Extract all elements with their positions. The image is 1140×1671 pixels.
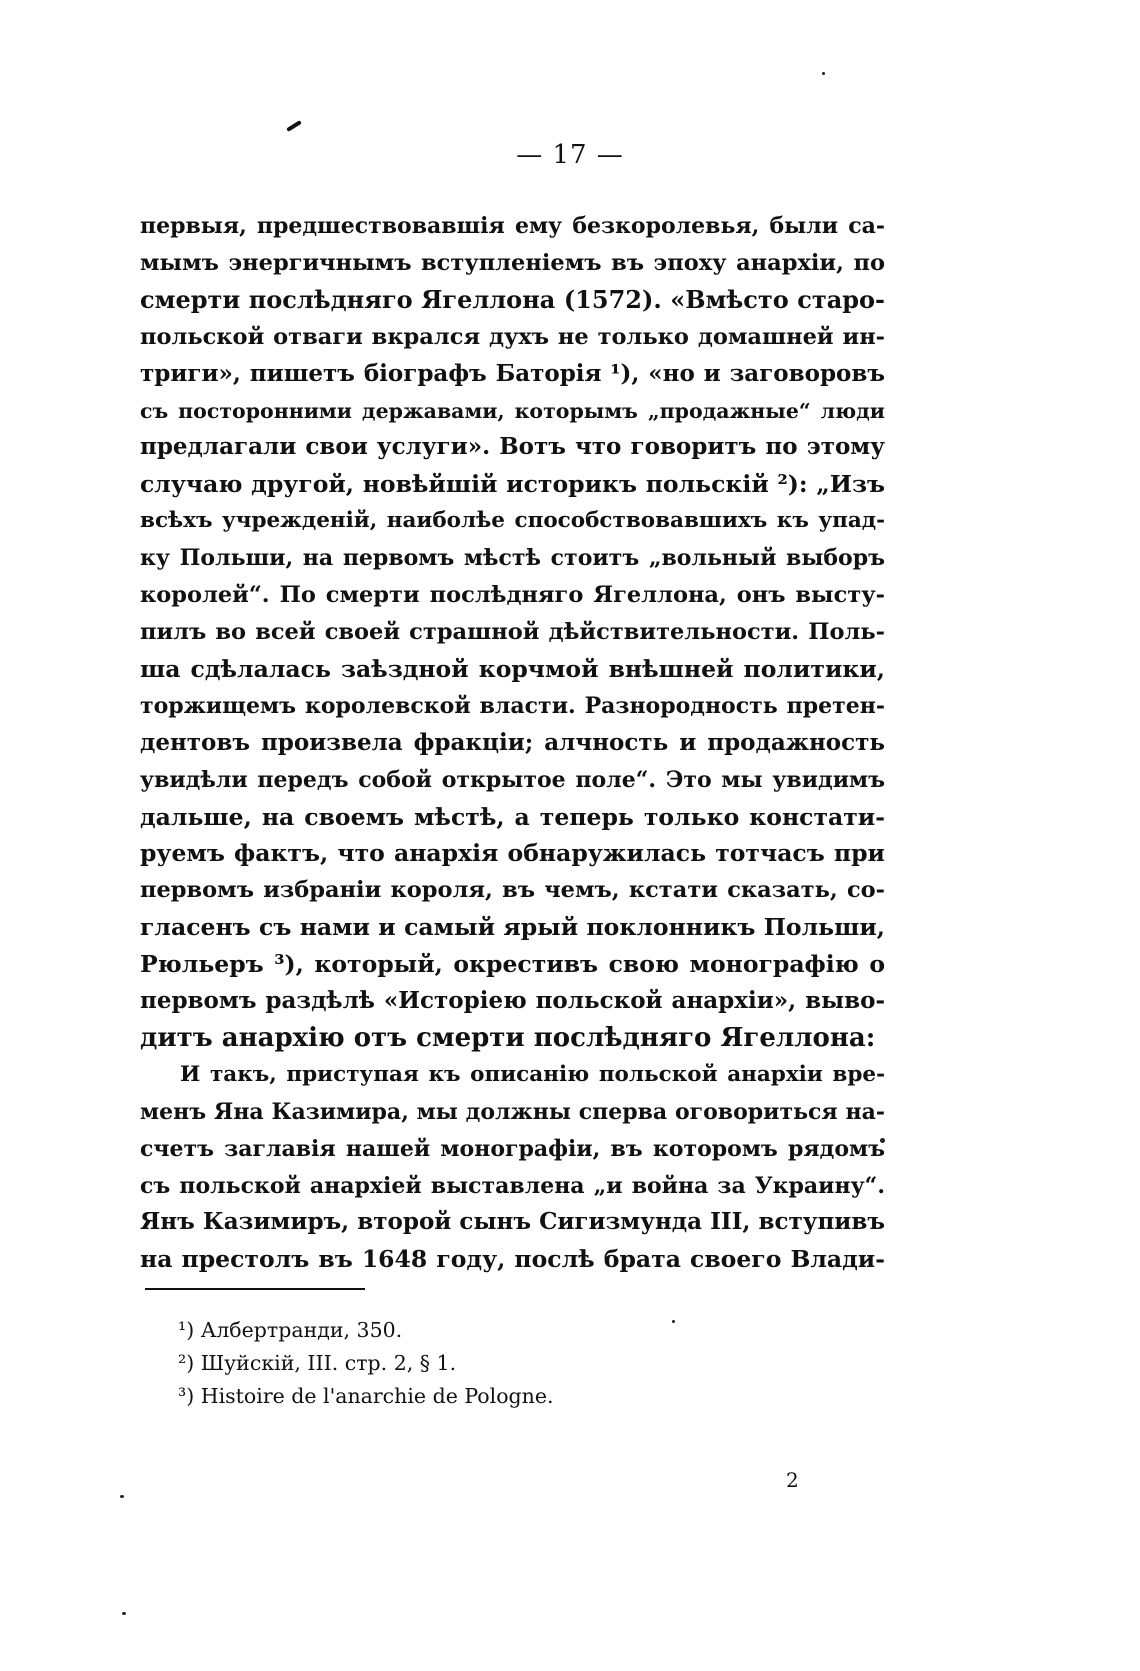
text-line: съ польской анархіей выставлена „и война за Украину“.	[140, 1172, 885, 1199]
text-line: смерти послѣдняго Ягеллона (1572). «Вмѣсто старо-	[140, 284, 885, 314]
text-line: дитъ анархію отъ смерти послѣдняго Ягеллона:	[140, 1022, 876, 1053]
text-line: случаю другой, новѣйшій историкъ польскій ²): „Изъ	[140, 470, 885, 499]
text-line: дальше, на своемъ мѣстѣ, а теперь только констати-	[140, 802, 885, 831]
text-line: менъ Яна Казимира, мы должны сперва оговориться на-	[140, 1098, 885, 1125]
text-line: увидѣли передъ собой открытое поле“. Это мы увидимъ	[140, 766, 885, 793]
text-line: ку Польши, на первомъ мѣстѣ стоитъ „вольный выборъ	[140, 545, 885, 572]
speck	[120, 1495, 124, 1498]
text-line: счетъ заглавія нашей монографіи, въ которомъ рядомъ	[140, 1135, 885, 1162]
footnote: ³) Histoire de l'anarchie de Pologne.	[178, 1384, 554, 1408]
text-line: первомъ избраніи короля, въ чемъ, кстати сказать, со-	[140, 877, 885, 904]
text-line: торжищемъ королевской власти. Разнородность претен-	[140, 692, 885, 719]
text-line: Янъ Казимиръ, второй сынъ Сигизмунда III, вступивъ	[140, 1208, 885, 1236]
text-line: первомъ раздѣлѣ «Исторіею польской анархіи», выво-	[140, 987, 885, 1015]
text-line: всѣхъ учрежденій, наиболѣе способствовавшихъ къ упад-	[140, 508, 885, 534]
body-text	[140, 208, 885, 1278]
text-line: королей“. По смерти послѣдняго Ягеллона, онъ высту-	[140, 582, 885, 609]
footnote-divider	[145, 1288, 365, 1290]
ink-mark	[286, 120, 302, 132]
text-line: польской отваги вкрался духъ не только домашней ин-	[140, 323, 885, 350]
text-line: предлагали свои услуги». Вотъ что говоритъ по этому	[140, 433, 885, 461]
page-number: — 17 —	[516, 140, 624, 170]
footnotes	[178, 1314, 554, 1413]
text-line: съ посторонними державами, которымъ „продажные“ люди	[140, 398, 885, 423]
speck	[672, 1320, 675, 1323]
speck	[822, 72, 825, 75]
text-line: ша сдѣлалась заѣздной корчмой внѣшней политики,	[140, 654, 885, 683]
speck	[122, 1612, 126, 1615]
text-line: первыя, предшествовавшія ему безкоролевья, были са-	[140, 213, 885, 239]
text-line: мымъ энергичнымъ вступленіемъ въ эпоху анархіи, по	[140, 249, 885, 276]
text-line: пилъ во всей своей страшной дѣйствительности. Поль-	[140, 618, 885, 645]
text-line: гласенъ съ нами и самый ярый поклонникъ Польши,	[140, 913, 885, 942]
footnote: ¹) Албертранди, 350.	[178, 1318, 403, 1342]
text-line: дентовъ произвела фракціи; алчность и продажность	[140, 728, 885, 756]
text-line: триги», пишетъ біографъ Баторія ¹), «но и заговоровъ	[140, 359, 885, 387]
text-line: руемъ фактъ, что анархія обнаружилась тотчасъ при	[140, 839, 885, 868]
footnote: ²) Шуйскій, III. стр. 2, § 1.	[178, 1351, 457, 1375]
signature-mark: 2	[786, 1468, 799, 1492]
text-line: Рюльеръ ³), который, окрестивъ свою монографію о	[140, 950, 885, 979]
text-line: И такъ, приступая къ описанію польской анархіи вре-	[180, 1061, 885, 1087]
text-line: на престолъ въ 1648 году, послѣ брата своего Влади-	[140, 1245, 885, 1274]
